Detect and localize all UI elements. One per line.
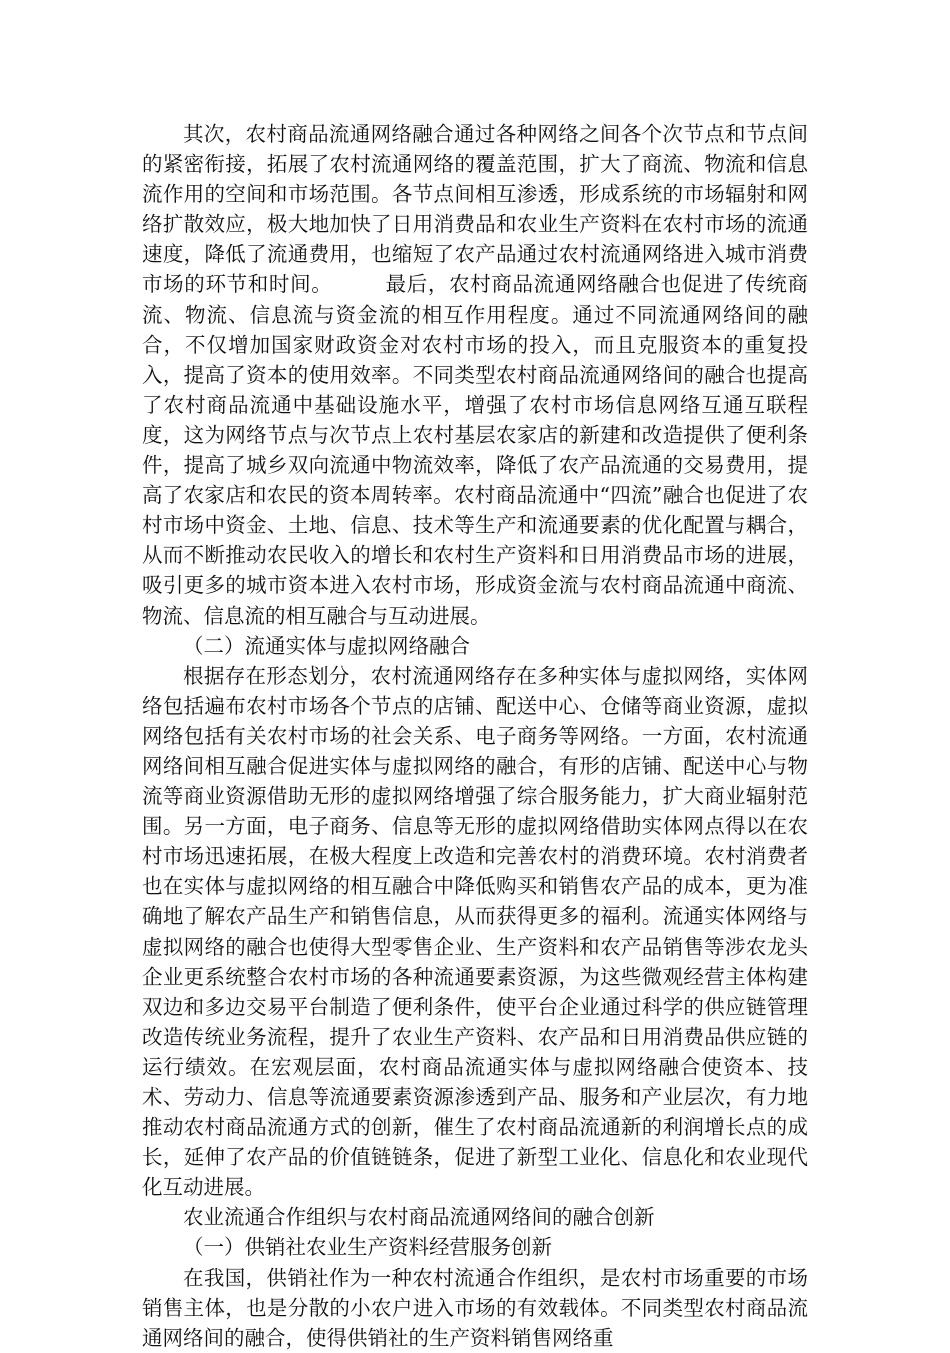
paragraph-supply-marketing-coop: 在我国，供销社作为一种农村流通合作组织，是农村市场重要的市场销售主体，也是分散的小农户进入市场的有效载体。不同类型农村商品流通网络间的融合，使得供销社的生产资料销售网络重 — [142, 1265, 808, 1350]
document-page — [142, 119, 808, 1353]
section-heading-cooperative-integration: 农业流通合作组织与农村商品流通网络间的融合创新 — [183, 1205, 655, 1230]
paragraph-network-integration-effects: 其次，农村商品流通网络融合通过各种网络之间各个次节点和节点间的紧密衔接，拓展了农村流通网络的覆盖范围，扩大了商流、物流和信息流作用的空间和市场范围。各节点间相互渗透，形成系统的市场辐射和网络扩散效应，极大地加快了日用消费品和农业生产资料在农村市场的流通速度，降低了流通费用，也缩短了农产品通过农村流通网络进入城市消费市场的环节和时间。 最后，农村商品流通网络融合也促进了传统商流、物流、信息流与资金流的相互作用程度。通过不同流通网络间的融合，不仅增加国家财政资金对农村市场的投入，而且克服资本的重复投入，提高了资本的使用效率。不同类型农村商品流通网络间的融合也提高了农村商品流通中基础设施水平，增强了农村市场信息网络互通互联程度，这为网络节点与次节点上农村基层农家店的新建和改造提供了便利条件，提高了城乡双向流通中物流效率，降低了农产品流通的交易费用，提高了农家店和农民的资本周转率。农村商品流通中“四流”融合也促进了农村市场中资金、土地、信息、技术等生产和流通要素的优化配置与耦合，从而不断推动农民收入的增长和农村生产资料和日用消费品市场的进展，吸引更多的城市资本进入农村市场，形成资金流与农村商品流通中商流、物流、信息流的相互融合与互动进展。 — [142, 122, 808, 628]
section-heading-physical-virtual-integration: （二）流通实体与虚拟网络融合 — [183, 633, 470, 658]
paragraph-physical-virtual-integration: 根据存在形态划分，农村流通网络存在多种实体与虚拟网络，实体网络包括遍布农村市场各个节点的店铺、配送中心、仓储等商业资源，虚拟网络包括有关农村市场的社会关系、电子商务等网络。一方面，农村流通网络间相互融合促进实体与虚拟网络的融合，有形的店铺、配送中心与物流等商业资源借助无形的虚拟网络增强了综合服务能力，扩大商业辐射范围。另一方面，电子商务、信息等无形的虚拟网络借助实体网点得以在农村市场迅速拓展，在极大程度上改造和完善农村的消费环境。农村消费者也在实体与虚拟网络的相互融合中降低购买和销售农产品的成本，更为准确地了解农产品生产和销售信息，从而获得更多的福利。流通实体网络与虚拟网络的融合也使得大型零售企业、生产资料和农产品销售等涉农龙头企业更系统整合农村市场的各种流通要素资源，为这些微观经营主体构建双边和多边交易平台制造了便利条件，使平台企业通过科学的供应链管理改造传统业务流程，提升了农业生产资料、农产品和日用消费品供应链的运行绩效。在宏观层面，农村商品流通实体与虚拟网络融合使资本、技术、劳动力、信息等流通要素资源渗透到产品、服务和产业层次，有力地推动农村商品流通方式的创新，催生了农村商品流通新的利润增长点的成长，延伸了农产品的价值链链条，促进了新型工业化、信息化和农业现代化互动进展。 — [142, 663, 808, 1200]
subsection-heading-supply-marketing-coop: （一）供销社农业生产资料经营服务创新 — [183, 1235, 552, 1260]
